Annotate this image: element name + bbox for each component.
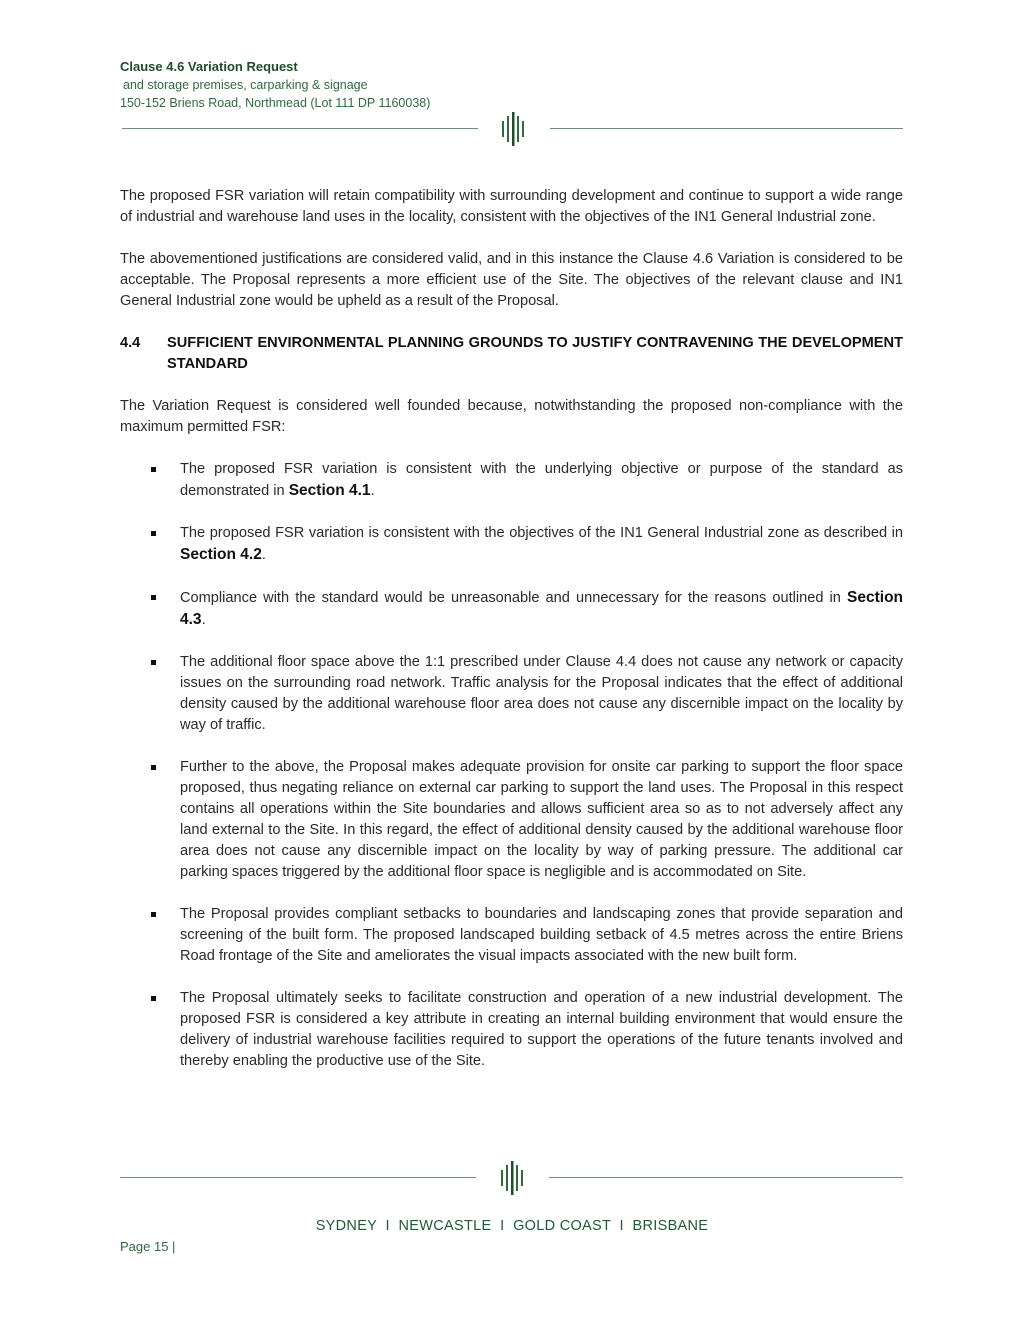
bullet-list [120,459,903,1072]
document-body [120,186,903,1093]
section-number: 4.4 [120,335,141,351]
section-heading [120,333,903,375]
list-item: Further to the above, the Proposal makes adequate provision for onsite car parking to support the floor space proposed, thus negating reliance on external car parking to support the land uses. The Proposal in this respect contains all operations within the Site boundaries and allows sufficient area so as to not adversely affect any land external to the Site. In this regard, the effect of additional density caused by the additional warehouse floor area does not cause any discernible impact on the locality by way of parking pressure. The additional car parking spaces triggered by the additional floor space is negligible and is accommodated on Site. [120,757,903,883]
section-reference: Section 4.2 [180,546,262,563]
paragraph: The proposed FSR variation will retain compatibility with surrounding development and continue to support a wide range of industrial and warehouse land uses in the locality, consistent with the objectives of the IN1 General Industrial zone. [120,188,903,225]
footer-office-locations: SYDNEY I NEWCASTLE I GOLD COAST I BRISBANE [315,1218,709,1234]
list-item: The Proposal ultimately seeks to facilitate construction and operation of a new industrial development. The proposed FSR is considered a key attribute in creating an internal building environment that would ensure the delivery of industrial warehouse facilities required to support the operations of the future tenants involved and thereby enabling the productive use of the Site. [120,988,903,1072]
section-reference: Section 4.3 [180,589,903,628]
document-title: Clause 4.6 Variation Request [120,59,298,74]
footer-divider-left [120,1177,476,1178]
footer-logo-icon [499,1161,525,1195]
list-item: Compliance with the standard would be unreasonable and unnecessary for the reasons outlined in Section 4.3. [120,587,903,631]
brand-logo-icon [500,112,526,146]
intro-paragraph: The Variation Request is considered well founded because, notwithstanding the proposed non-compliance with the maximum permitted FSR: [120,398,903,435]
paragraph: The abovementioned justifications are considered valid, and in this instance the Clause 4.6 Variation is considered to be acceptable. The Proposal represents a more efficient use of the Site. The objectives of the relevant clause and IN1 General Industrial zone would be upheld as a result of the Proposal. [120,251,903,309]
footer-divider-right [549,1177,903,1178]
header-divider-right [550,128,903,129]
document-address: 150-152 Briens Road, Northmead (Lot 111 DP 1160038) [120,96,431,110]
section-reference: Section 4.1 [288,482,371,499]
list-item: The additional floor space above the 1:1 prescribed under Clause 4.4 does not cause any network or capacity issues on the surrounding road network. Traffic analysis for the Proposal indicates that the effect of additional density caused by the additional warehouse floor area does not cause any discernible impact on the locality by way of traffic. [120,652,903,736]
document-subtitle: and storage premises, carparking & signage [123,78,368,92]
list-item: The proposed FSR variation is consistent with the objectives of the IN1 General Industrial zone as described in Section 4.2. [120,523,903,566]
list-item: The Proposal provides compliant setbacks to boundaries and landscaping zones that provide separation and screening of the built form. The proposed landscaped building setback of 4.5 metres across the entire Briens Road frontage of the Site and ameliorates the visual impacts associated with the new built form. [120,904,903,967]
list-item: The proposed FSR variation is consistent with the underlying objective or purpose of the standard as demonstrated in Section 4.1. [120,459,903,502]
header-divider-left [122,128,478,129]
page-number: Page 15 | [120,1239,176,1254]
section-title: SUFFICIENT ENVIRONMENTAL PLANNING GROUNDS TO JUSTIFY CONTRAVENING THE DEVELOPMENT STANDARD [167,335,903,372]
